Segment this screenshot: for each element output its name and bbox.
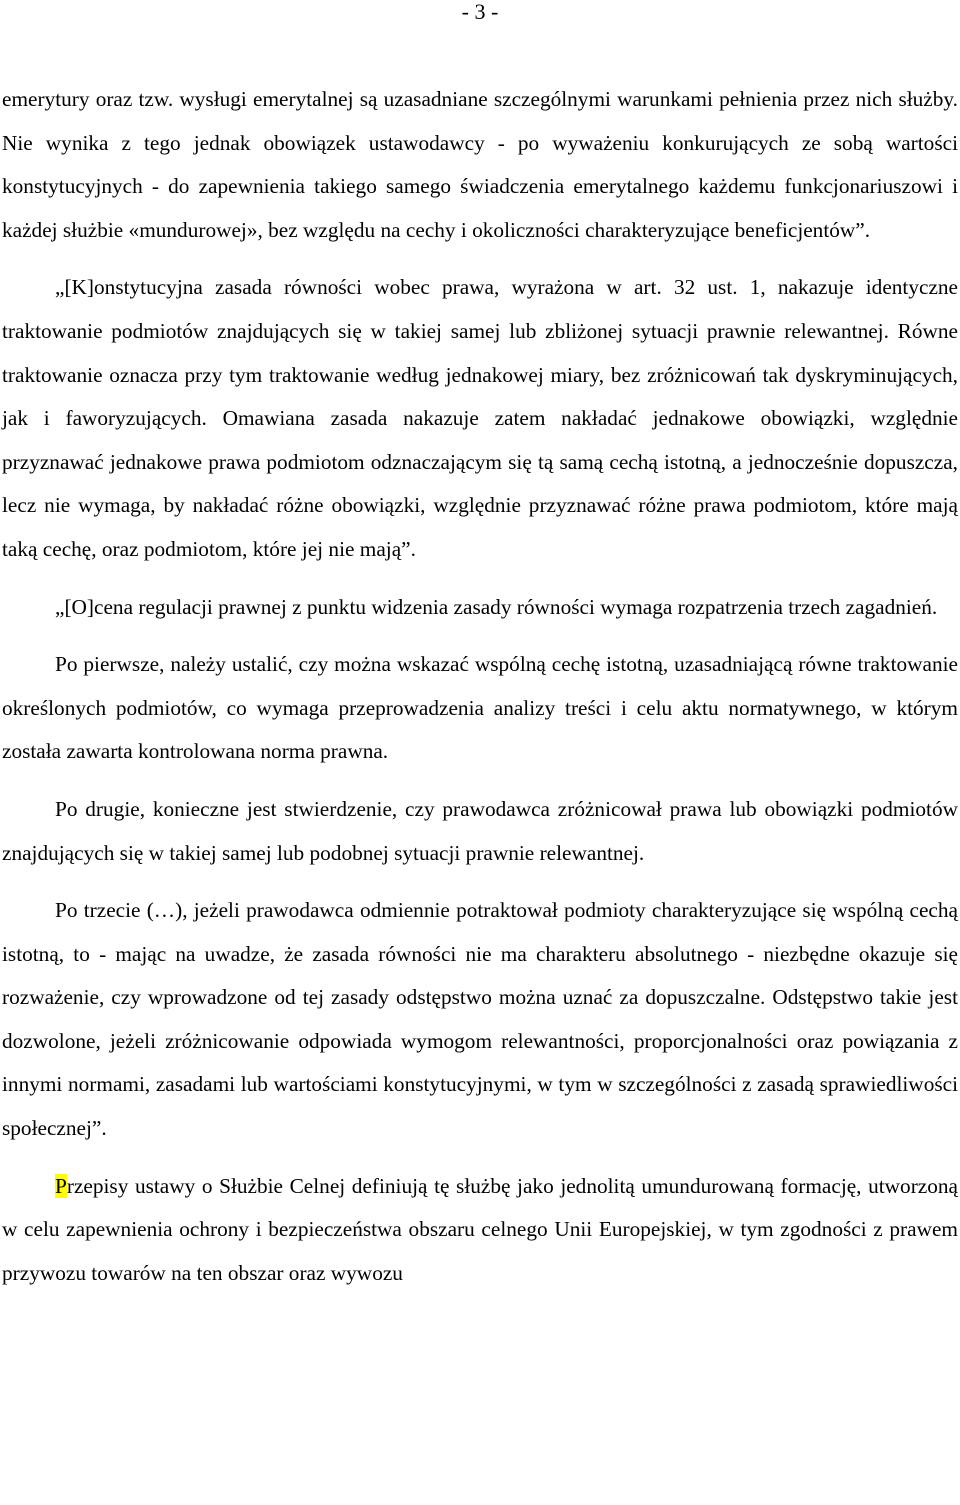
paragraph-continuation: emerytury oraz tzw. wysługi emerytalnej są uzasadniane szczególnymi warunkami pełnienia przez nich służby. Nie wynika z tego jednak obowiązek ustawodawcy - po wyważeniu konkurujących ze sobą wartości konstytucyjnych - do zapewnienia takiego samego świadczenia emerytalnego każdemu funkcjonariuszowi i każdej służbie «mundurowej», bez względu na cechy i okoliczności charakteryzujące beneficjentów”. (2, 87, 958, 242)
paragraph-customs-service-text: rzepisy ustawy o Służbie Celnej definiują tę służbę jako jednolitą umundurowaną formację, utworzoną w celu zapewnienia ochrony i bezpieczeństwa obszaru celnego Unii Europejskiej, w tym zgodności z prawem przywozu towarów na ten obszar oraz wywozu (2, 1173, 958, 1285)
document-body (2, 78, 958, 1295)
paragraph-third-issue: Po trzecie (…), jeżeli prawodawca odmiennie potraktował podmioty charakteryzujące się wspólną cechą istotną, to - mając na uwadze, że zasada równości nie ma charakteru absolutnego - niezbędne okazuje się rozważenie, czy wprowadzone od tej zasady odstępstwo można uznać za dopuszczalne. Odstępstwo takie jest dozwolone, jeżeli zróżnicowanie odpowiada wymogom relewantności, proporcjonalności oraz powiązania z innymi normami, zasadami lub wartościami konstytucyjnymi, w tym w szczególności z zasadą sprawiedliwości społecznej”. (2, 898, 958, 1141)
page-number: - 3 - (461, 0, 499, 24)
paragraph-second-issue: Po drugie, konieczne jest stwierdzenie, czy prawodawca zróżnicował prawa lub obowiązki podmiotów znajdujących się w takiej samej lub podobnej sytuacji prawnie relewantnej. (2, 796, 958, 865)
paragraph-quote-equality-principle: „[K]onstytucyjna zasada równości wobec prawa, wyrażona w art. 32 ust. 1, nakazuje identyczne traktowanie podmiotów znajdujących się w takiej samej lub zbliżonej sytuacji prawnie relewantnej. Równe traktowanie oznacza przy tym traktowanie według jednakowej miary, bez zróżnicowań tak dyskryminujących, jak i faworyzujących. Omawiana zasada nakazuje zatem nakładać jednakowe obowiązki, względnie przyznawać jednakowe prawa podmiotom odznaczającym się tą samą cechą istotną, a jednocześnie dopuszcza, lecz nie wymaga, by nakładać różne obowiązki, względnie przyznawać różne prawa podmiotom, które mają taką cechę, oraz podmiotom, które jej nie mają”. (2, 275, 958, 561)
paragraph-quote-assessment: „[O]cena regulacji prawnej z punktu widzenia zasady równości wymaga rozpatrzenia trzech zagadnień. (55, 594, 938, 619)
paragraph-first-issue: Po pierwsze, należy ustalić, czy można wskazać wspólną cechę istotną, uzasadniającą równe traktowanie określonych podmiotów, co wymaga przeprowadzenia analizy treści i celu aktu normatywnego, w którym została zawarta kontrolowana norma prawna. (2, 652, 958, 764)
highlighted-letter: P (55, 1173, 67, 1198)
paragraph-customs-service (2, 1165, 958, 1296)
